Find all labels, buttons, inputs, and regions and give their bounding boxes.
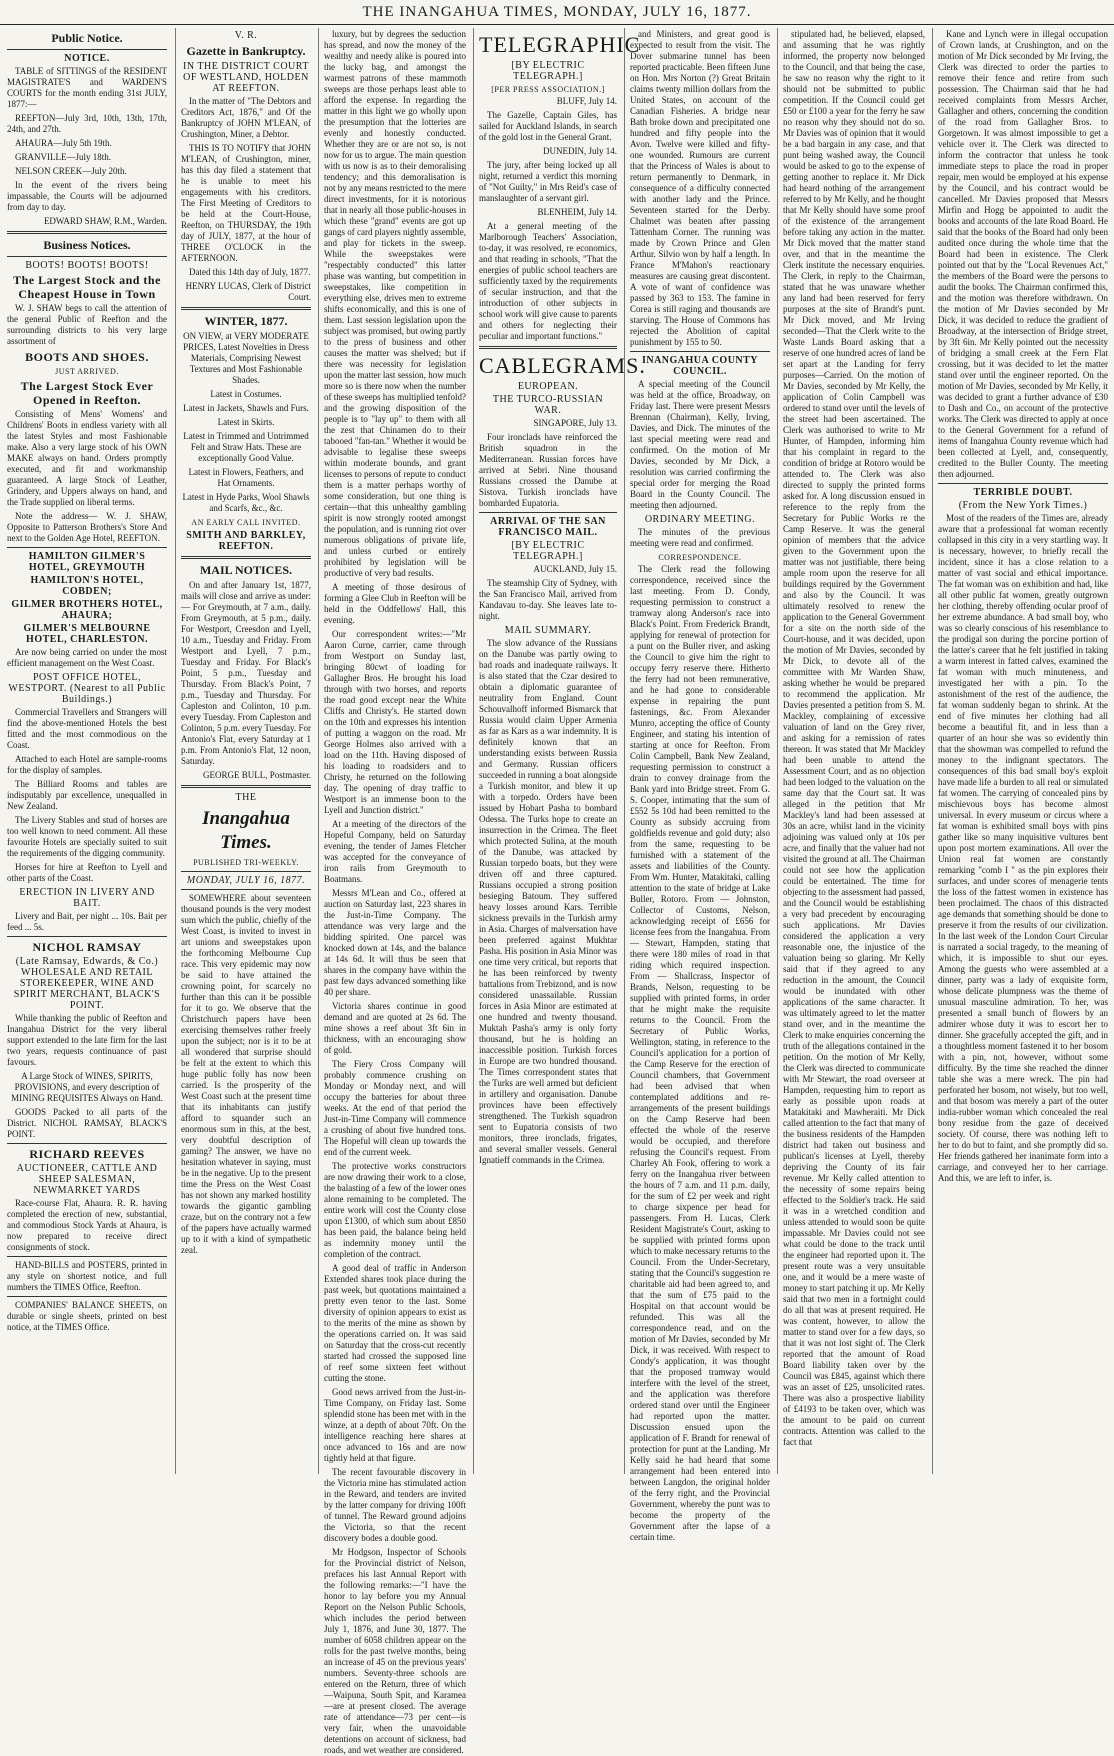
column-5: [624, 28, 775, 1542]
sitting-item: AHAURA—July 5th 19th.: [15, 138, 112, 148]
article-paragraph: Messrs M'Lean and Co., offered at auction on Saturday last, 223 shares in the Just-in-Time Company. The attendance was very large and the bidding spirited. One parcel was knocked down at 14s, and the balance at 14s 6d. It will thus be seen that shares in the company have within the past few days advanced something like 40 per share.: [324, 888, 466, 997]
dateline-bluff: BLUFF, July 14.: [556, 96, 617, 106]
column-6: [777, 28, 930, 1474]
reeves-body: Race-course Flat, Ahaura. R. R. having completed the erection of new, substantial, and commodious Stock Yards at Ahaura, is now prepared to receive direct consignments of stock.: [7, 1198, 167, 1252]
consisting-text: Consisting of Mens' Womens' and Childrens' Boots in endless variety with all the latest Styles and most Fashionable make. Also a very large stock of his OWN MAKE always on hand. Orders promptly executed, and fit and workmanship guaranteed. A large Stock of Leather, Grindery, and Uppers always on hand, and the Trade supplied on liberal terms.: [7, 409, 167, 507]
firm-name: SMITH AND BARKLEY, REEFTON.: [186, 530, 306, 552]
mail-summary-text: The slow advance of the Russians on the Danube was partly owing to bad roads and inadequate railways. It is also stated that the Czar desired to obtain a diplomatic guarantee of neutrality from England. Count Schouvalhoff informed Bismarck that Russia would claim Upper Armenia as far as Kars as a war indemnity. It is definitely known that an understanding exists between Russia and Germany. Russian officers succeeded in running a boat alongside a Turkish monitor, and blew it up with a torpedo. Orders have been issued by Hobart Pasha to bombard Odessa. The Turks hope to create an insurrection in the Crimea. The fleet which protected Sulina, at the mouth of the Danube, was attacked by Russian torpedo boats, but they were driven off and three captured. Russians occupied a strong position besieging Batoum. They suffered heavy losses around Kars. Terrible sickness prevails in the Turkish army in Asia. Charges of malversation have been preferred against Mukhtar Pasha. His position in Asia Minor was one time very critical, but reports that he has been reinforced by twenty battalions from Trebizond, and is now considered unassailable. Russian forces in Asia Minor are estimated at one hundred and twenty thousand. Muktah Pasha's army is only forty thousand, but he is holding an inaccessible position. Turkish forces in Europe are two hundred thousand. The Times correspondent states that the Turks are well armed but deficient in artillery and organisation. Danube provinces have been effectively strengthened. The Turkish squadron sent to Eupatoria consists of two monitors, three ironclads, frigates, and several smaller vessels. General Ignatieff commands in the Crimea.: [479, 638, 617, 1165]
fashion-item: Latest in Costumes.: [210, 389, 282, 399]
column-1: [2, 28, 172, 1474]
nichol-body: While thanking the public of Reefton and Inangahua District for the very liberal support extended to the late firm for the last two years, requests continuance of past favours.: [7, 1013, 167, 1067]
paper-title: Inangahua Times.: [202, 808, 290, 853]
nichol-goods: GOODS Packed to all parts of the District. NICHOL RAMSAY, BLACK'S POINT.: [7, 1107, 167, 1139]
county-council-text: A special meeting of the Council was held at the office, Broadway, on Friday last. There were present Messrs Brennan (Chairman), Kelly, Irving, Davies, and Dick. The minutes of the last special meeting were read and confirmed. On the motion of Mr Davies, seconded by Mr Dick, a resolution was carried confirming the special order for merging the Road Board in the County Council. The meeting then adjourned.: [630, 379, 770, 510]
shaw-address: Note the address— W. J. SHAW, Opposite to Patterson Brothers's Store And next to the Golden Age Hotel, REEFTON.: [7, 511, 167, 543]
by-electric-telegraph: [BY ELECTRIC TELEGRAPH.]: [511, 60, 585, 82]
dateline-blenheim: BLENHEIM, July 14.: [537, 207, 617, 217]
article-paragraph: Good news arrived from the Just-in-Time Company, on Friday last. Some splendid stone has been met with in the winze, at a depth of about 70ft. On the intelligence reaching here shares at once advanced to 16s and are now tightly held at that figure.: [324, 1387, 466, 1463]
column-2: [175, 28, 316, 1474]
blenheim-text: At a general meeting of the Marlborough Teachers' Association, to-day, it was resolved, re economics, and that reading in schools, "That the energies of public school teachers are sufficiently taxed by the requirements of secular instruction, and that the introduction of other subjects in school work will give cause to parents and others for neglecting their peculiar and important functions.": [479, 221, 617, 341]
post-office-hotel: POST OFFICE HOTEL, WESTPORT. (Nearest to all Public Buildings.): [8, 672, 166, 705]
ordinary-meeting-heading: ORDINARY MEETING.: [644, 514, 756, 525]
mail-summary-heading: MAIL SUMMARY.: [504, 625, 592, 636]
nichol-text: (Late Ramsay, Edwards, & Co.) WHOLESALE AND RETAIL STOREKEEPER, WINE AND SPIRIT MERCHANT, BLACK'S POINT.: [13, 956, 161, 1011]
sitting-item: REEFTON—July 3rd, 10th, 13th, 17th, 24th, and 27th.: [7, 113, 167, 134]
notice-text: TABLE of SITTINGS of the RESIDENT MAGISTRATE'S and WARDEN'S COURTS for the month ending 31st JULY, 1877:—: [7, 66, 167, 109]
flood-text: In the event of the rivers being impassable, the Courts will be adjourned from day to day.: [7, 180, 167, 212]
boots-shoes: BOOTS AND SHOES.: [25, 350, 149, 364]
paper-the: THE: [235, 792, 257, 803]
auckland-text: The steamship City of Sydney, with the San Francisco Mail, arrived from Kandavau to-day. She leaves late to-night.: [479, 578, 617, 621]
business-notices-heading: Business Notices.: [43, 238, 131, 252]
sitting-item: GRANVILLE—July 18th.: [15, 152, 111, 162]
council-text: stipulated had, he believed, elapsed, and assuming that he was rightly informed, the property now belonged to the Council, and that being the case, he saw no reason why the right to it should not be submitted to public competition. If the Council could get £50 or £100 a year for the ferry he saw no reason why they should not do so. Mr Davies was of opinion that it would be a bad bargain in any case, and that punt being washed away, the Council would be asked to go to the expense of getting another to replace it. Mr Dick had heard nothing of the arrangement referred to by Mr Kelly, and he thought that Mr Kelly should have some proof of the existence of the arrangement before taking any action in the matter. Mr Dick moved that the matter stand over, and that in the meantime the Clerk institute the necessary enquiries. The Clerk, in reply to the Chairman, stated that he was unaware whether any land had been reserved for ferry purposes at the site of Brandt's punt. Mr Dick moved, and Mr Irving seconded—That the Clerk write to the Waste Lands Board asking that a reserve of one hundred acres of land be set apart at the Landing for ferry purposes—Carried. On the motion of Mr Davies, seconded by Mr Kelly, the application of Colin Campbell was ordered to stand over until the levels of the street had been ascertained. The Clerk was authorised to write to Mr Hunter, of Hampden, informing him that his complaint in regard to the condition of bridge at Rotoro would be attended to. The Clerk was also directed to supply the printed forms asked for. A long discussion ensued in reference to the reply from the Secretary for Public Works re the Camp Reserve. It was the general opinion of members that the advice given to the Government upon the matter was not justifiable, there being ample room upon the reserve for all buildings required by the Government and also by the Council. It was ultimately resolved to renew the application to the General Government for a site on the north side of the Court-house, and it was decided, upon the motion of Mr Davies, seconded by Mr Dick, to devote all of the committee with Mr Warden Shaw, asking whether he would be prepared to recommend the application. Mr Davies presented a petition from S. M. Mackley, complaining of excessive valuation of land on the Grey river, and asking for a remission of rates thereon. It was stated that Mr Mackley had been unable to attend the Assessment Court, and as no objection had been lodged to the valuation on the same day that the Court sat. It was alleged in the petition that Mr Mackley's land had been assessed at 30s an acre, whilst land in the vicinity adjoining was valued only at 10s per acre, and finally that the valuer had not visited the ground at all. The Chairman could not see how the application could be entertained. The time for objecting to the assessment had passed, and the Council would be establishing a very bad precedent by encouraging such applications. Mr Davies considered the application a very reasonable one, the injustice of the valuation being so glaring. Mr Kelly said that if they agreed to any reduction in the amount, the Council would be inundated with other applications of the same character. It was ultimately agreed to let the matter stand over, and in the meantime the Clerk to make enquiries concerning the truth of the allegations contained in the petition. On the motion of Mr Kelly, the Clerk was directed to communicate with Mr Stewart, the road overseer at Hampden, requesting him to report as early as possible upon roads at Matakitaki and Mawheraiti. Mr Dick called attention to the fact that many of the business residents of the Hampden district had taken out business and publican's licenses at Lyell, thereby depriving the County of its fair revenue. Mr Kelly called attention to the necessity of some repairs being effected to the Soldier's track. He said it was in a wretched condition and unless attended to would soon be quite impassable. Mr Davies could not see what could be done to the track until the engineer had reported upon it. The present route was a very unsuitable one, and it would be a mere waste of money to start patching it up. Mr Kelly said that two men in a fortnight could do all that was at present required. He was content, however, to allow the matter to stand over for a few days, so that it was not lost sight of. The Clerk reported that the amount of Road Board liability taken over by the Council was £845, against which there was an asset of £25, unsolicited rates. There was also a prospective liability of £4193 to be taken over, which was the amount to be paid on current contracts. Attention was called to the fact that: [783, 29, 925, 1447]
column-3: [318, 28, 471, 1755]
livery-rates: Livery and Bait, per night ... 10s. Bait per feed ... 5s.: [7, 911, 167, 932]
terrible-doubt-text: Most of the readers of the Times are, already aware that a professional fat woman recently collapsed in this city in a very startling way. It is necessary, however, to briefly recall the incident, since it has a close relation to a matter of vast social and ethical importance. The fat woman was on exhibition and had, like all other public fat women, greatly outgrown her clothing, thereby offending ocular proof of her extreme abundance. A bad small boy, who was so clearly conscious of his resemblance to the prodigal son during the porcine portion of the latter's career that he felt justified in taking a warm interest in fatted calves, examined the fat woman with much minuteness, and investigated her with a pin. To the astonishment of the rest of the audience, the fat woman suddenly began to shrink. At the end of five minutes her clothing had all become a beautiful fit, and in less than a quarter of an hour she was so evidently thin that the showman was compelled to refund the money to the indignant spectators. The consequences of this bad small boy's exploit have made life a burden to all real or simulated fat women. The carrying of concealed pins by mischievous boys has become almost universal. In every museum or circus where a fat woman is exhibited small boys with pins gather like so many inquisitive vultures bent upon post mortem examinations. All over the Union real fat women are constantly remarking "comb I " as the pin explores their surfaces, and under scores of menagerie tents the loss of the fattest women in existence has been proclaimed. The chaos of this distracted age demands that something should be done to preserve it from the results of our civilization. In the last week of the London Court Circular is narrated a social tragedy, to the meaning of which, it is impossible to shut our eyes. Among the guests who were assembled at a dinner, party was a lady of exquisite form, whose delicate plumpness was the theme of unusual masculine admiration. To her, was presented a small bunch of flowers by an admirer whose duty it was to escort her to dinner. She gracefully accepted the gift, and in a thoughtless moment fastened it to her bosom with a pin, not, however, without some difficulty. By the time she reached the dinner table she was a mere wreck. The pin had perforated her bosom, not wisely, but too well, and that bosom was merely a part of the outer india-rubber woman which concealed the real bony residue from the gaze of deceived society. Of course, there was nothing left to her to do but to faint, and she promptly did so. Her friends gathered her inanimate form into a carriage, and conveyed her to her carriage. And this, we are left to infer, is.: [938, 513, 1108, 1183]
column-7: [932, 28, 1113, 1474]
article-paragraph: At a meeting of the directors of the Hopeful Company, held on Saturday evening, the tender of James Fletcher was accepted for the conveyance of iron rails from Greymouth to Boatmans.: [324, 819, 466, 884]
article-paragraph: Mr Hodgson, Inspector of Schools for the Provincial district of Nelson, prefaces his last Annual Report with the following remarks:—"I have the honor to lay before you my Annual Report on the Nelson Public Schools, which includes the period between July 1, 1876, and June 30, 1877. The number of 6058 children appear on the rolls for the past twelve months, being an increase of 45 on the previous years' numbers. Seventy-three schools are entered on the Return, three of which—Waipuna, South Spit, and Karamea—are at present closed. The average rate of attendance—73 per cent—is very fair, when the unavoidable detentions on account of sickness, bad roads, and wet weather are considered.: [324, 1547, 466, 1755]
fashion-item: Latest in Trimmed and Untrimmed Felt and Straw Hats. These are exceptionally Good Value.: [183, 431, 309, 463]
by-electric-telegraph-2: [BY ELECTRIC TELEGRAPH.]: [511, 540, 585, 562]
sitting-item: NELSON CREEK—July 20th.: [15, 166, 127, 176]
arrival-heading: ARRIVAL OF THE SAN FRANCISCO MAIL.: [490, 516, 606, 538]
shaw-text: W. J. SHAW begs to call the attention of the general Public of Reefton and the surrounding districts to his very large assortment of: [7, 303, 167, 346]
ordinary-meeting-text: The minutes of the previous meeting were read and confirmed.: [630, 527, 770, 548]
cablegrams-heading: CABLEGRAMS.: [479, 353, 646, 378]
masthead: THE INANGAHUA TIMES, MONDAY, JULY 16, 1877.: [0, 0, 1114, 25]
fashion-item: Latest in Jackets, Shawls and Furs.: [183, 403, 309, 413]
horses-text: Horses for hire at Reefton to Lyell and other parts of the Coast.: [7, 862, 167, 883]
boots-line: BOOTS! BOOTS! BOOTS!: [25, 260, 149, 271]
reeves-heading: RICHARD REEVES: [29, 1147, 145, 1161]
bluff-text: The Gazelle, Captain Giles, has sailed for Auckland Islands, in search of the gold lost in the General Grant.: [479, 110, 617, 142]
county-council-heading: INANGAHUA COUNTY COUNCIL.: [641, 355, 759, 377]
largest-ever: The Largest Stock Ever Opened in Reefton.: [20, 379, 154, 407]
just-arrived: JUST ARRIVED.: [55, 367, 119, 376]
notice-signature: EDWARD SHAW, R.M., Warden.: [43, 216, 167, 226]
bankruptcy-notice: THIS IS TO NOTIFY that JOHN M'LEAN, of Crushington, miner, has this day filed a statement that he is unable to meet his engagements with his creditors. The First Meeting of Creditors to be held at the Court-House, Reefton, on THURSDAY, the 19th day of JULY, 1877, at the hour of THREE O'CLOCK in the AFTERNOON.: [181, 143, 311, 263]
article-paragraph: The protective works constructors are now drawing their work to a close, the balasting of a few of the lower ones alone remaining to be completed. The entire work will cost the County close upon £1300, of which sum about £850 has been paid, the balance being held as indemnity money until the completion of the contract.: [324, 1161, 466, 1259]
hotel-name: GILMER'S MELBOURNE HOTEL, CHARLESTON.: [23, 623, 151, 645]
column-4: [473, 28, 646, 1474]
article-paragraph: luxury, but by degrees the seduction has spread, and now the money of the wealthy and needy alike is poured into the lucky bag, and amongst the warmest patrons of these mammoth sweeps are those perhaps least able to afford the expense. In regarding the matter in this light we go wholly upon the presumption that the lotteries are evenly and honestly conducted. Whether they are or are not so, is not now for us to argue. The main question with us now is as to their demoralising tendency; and this demoralisation is not by any means restricted to the mere direct investments, for it is notorious that in nearly all those public-houses in which these "grand" events are got up gangs of card players nightly assemble, and play for tickets in the sweep. While the sweepstakes were "respectably conducted" this latter phase was wanting, but competition in sweepstakes, like competition in everything else, drives men to extreme shifts economically, and this is one of them. Last session legislation upon the subject was promised, but owing partly to the press of business and other causes the matter was shelved; but if there was necessity for legislation upon the matter last session, how much more so is there now when the number of these sweeps has multiplied tenfold? and the growing disposition of the people is to "lay up" to them with all the zest that Chinamen do to their tabooed "fan-tan." Whether it would be advisable to legalise these sweeps within moderate bounds, and grant licenses to persons of repute to conduct them is a matter perhaps worthy of some consideration, but one thing is certain—that this unhealthy gambling spirit is now strongly rooted amongst the population, and is running riot over numerous obligations of private life, and unless curbed or entirely prohibited by legislation will be productive of very bad results.: [324, 29, 466, 578]
reeves-text: AUCTIONEER, CATTLE AND SHEEP SALESMAN, NEWMARKET YARDS: [16, 1163, 158, 1196]
council-text-cont: Kane and Lynch were in illegal occupation of Crown lands, at Crushington, and on the motion of Mr Dick seconded by Mr Irving, the Clerk was directed to order the parties to remove their fence and retire from such possession. The Chairman said that he had received complaints from Messrs Archer, Gallagher and others, concerning the condition of the road from Gallagher Bros. to Gorgetown. It was almost impossible to get a vehicle over it. The Clerk was directed to inform the contractor that unless he took immediate steps to place the road in proper repair, men would be employed at his expense by the Council, and his contract would be cancelled. Mr Davies proposed that Messrs Mirfin and Hogg be appointed to audit the books and accounts of the late Road Board. He said that the books of the Board had only been audited once during the whole time that the Board had been in existence. The Clerk pointed out that by the "Local Revenues Act," the members of the Board were the persons to audit the books. The Chairman confirmed this, and the motion was therefore withdrawn. On the motion of Mr Davies seconded by Mr Dick, it was decided to reduce the gradient of Broadway, at the intersection of Bridge street, by 3ft 6in. Mr Kelly pointed out the necessity of bridging a small creek at the Fern Flat crossing, but it was decided to let the matter stand over until the engineer reported. On the motion of Mr Davies, seconded by Mr Kelly, it was decided to grant a further advance of £30 to Dash and Co., on account of the protective works. The Clerk was directed to apply at once to the General Government for a refund of items of Inangahua County revenue which had been collected at Lyell, and, consequently, credited to the Buller County. The meeting then adjourned.: [938, 29, 1108, 479]
published-line: PUBLISHED TRI-WEEKLY.: [193, 858, 299, 867]
source-line: (From the New York Times.): [958, 500, 1088, 511]
hotel-name: HAMILTON GILMER'S HOTEL, GREYMOUTH: [28, 551, 146, 573]
press-association: [PER PRESS ASSOCIATION.]: [491, 85, 605, 94]
correspondence-text: The Clerk read the following correspondence, received since the last meeting. From D. Condy, requesting permission to construct a tramway along Anderson's race into Black's Point. From Frederick Brandt, applying for renewal of protection for a punt on the Buller river, and asking the Council to give him the right to occupy ferry reserve there. Hitherto the ferry had not been remunerative, and he had gone to considerable expense in repairing the punt fastenings, &c. From Alexander Munro, accepting the office of County Engineer, and stating his intention of starting at once for Reefton. From Colin Campbell, Bank New Zealand, requesting permission to construct a drain to convey drainage from the Bank yard into Bridge street. From G. S. Cooper, intimating that the sum of £552 5s 10d had been remitted to the County as subsidy accruing from goldfields revenue and gold duty; also from the same, requesting to be furnished with a statement of the assets and liabilities of the County. From Wm. Hunter, Matakitaki, calling attention to the state of bridge at Lake Buller, Rotoro. From — Johnston, Collector of Customs, Nelson, acknowledging receipt of £656 for license fees from the Inangahua. From — Stewart, Hampden, stating that there were 180 miles of road in that riding which required inspection. From — Shallcrass, Inspector of Brands, Nelson, requesting to be supplied with printed forms, in order that he might make the requisite returns to the Council. From the Secretary of Public Works, Wellington, stating, in reference to the Council's application for a portion of the Camp Reserve for the erection of Council chambers, that Government had been advised that when contemplated additions and re-arrangements of the present buildings on the Camp Reserve had been effected the whole of the reserve would be occupied, and therefore refusing the Council's request. From Charley Ah Fook, offering to work a ferry on the Inangahua river between the hours of 7 a.m. and 11 p.m. daily, for the sum of £2 per week and right to charge sixpence per head for passengers. From H. Lucas, Clerk Resident Magistrate's Court, asking to be supplied with printed forms upon which to make necessary returns to the Council. From the Under-Secretary, stating that the Council's suggestion re charitable aid had been agreed to, and that the sum of £75 paid to the Hospital on that account would be refunded. This was all the correspondence read, and on the motion of Mr Davies, seconded by Mr Dick, it was received. With respect to Condy's application, it was thought that the proposed tramway would interfere with the level of the street, and the application was therefore ordered stand over until the Engineer had reported upon the matter. Discussion ensued upon the application of F. Brandt for renewal of protection for punt at the Landing. Mr Kelly said he had heard that some arrangement had been entered into between Langdon, the original holder of the ferry right, and the Provincial Government, whereby the punt was to become the property of the Government after the lapse of a certain time.: [630, 564, 770, 1542]
notice-dated: Dated this 14th day of July, 1877.: [189, 267, 311, 277]
article-paragraph: A good deal of traffic in Anderson Extended shares took place during the past week, but quotations maintained a pretty even tenor to the last. Some diversity of opinion appears to exist as to the merits of the mine as shown by the operations carried on. It was said on Saturday that the cross-cut recently started had crossed the supposed line of reef some sixteen feet without cutting the stone.: [324, 1263, 466, 1383]
article-paragraph: The recent favourable discovery in the Victoria mine has stimulated action in the Reward, and tenders are invited by the latter company for driving 100ft of tunnel. The Reward ground adjoins the Victoria, so that the recent discovery bodes a double good.: [324, 1467, 466, 1543]
article-paragraph: Victoria shares continue in good demand and are quoted at 2s 6d. The mine shows a reef about 3ft 6in in thickness, with an encouraging show of gold.: [324, 1001, 466, 1055]
handbills-ad: HAND-BILLS and POSTERS, printed in any style on shortest notice, and full numbers the TIMES Office, Reefton.: [7, 1260, 167, 1292]
fashion-item: Latest in Skirts.: [217, 417, 275, 427]
terrible-doubt-heading: TERRIBLE DOUBT.: [973, 487, 1073, 498]
notice-title: NOTICE.: [64, 53, 110, 64]
european-heading: EUROPEAN.: [517, 381, 579, 392]
singapore-text: Four ironclads have reinforced the British squadron in the Mediterranean. Russian forces have arrived at Sebri. Nine thousand Russians crossed the Danube at Sistova. Turkish ironclads have bombarded Eupatoria.: [479, 432, 617, 508]
sample-rooms-text: Attached to each Hotel are sample-rooms for the display of samples.: [7, 754, 167, 775]
postmaster-signature: GEORGE BULL, Postmaster.: [203, 770, 311, 780]
public-notice-heading: Public Notice.: [51, 31, 123, 45]
correspondence-heading: CORRESPONDENCE.: [658, 553, 742, 562]
clerk-signature: HENRY LUCAS, Clerk of District Court.: [185, 281, 311, 302]
livery-bait: ERECTION IN LIVERY AND BAIT.: [19, 887, 155, 909]
dateline-auckland: AUCKLAND, July 15.: [533, 564, 617, 574]
article-paragraph: The Fiery Cross Company will probably commence crushing on Monday or Monday next, and will occupy the batteries for about three weeks. At the end of that period the Just-in-Time Company will commence a crushing of about five hundred tons. The Hopeful will clean up towards the end of the current week.: [324, 1059, 466, 1157]
nichol-stock: A Large Stock of WINES, SPIRITS, PROVISIONS, and every description of MINING REQUISITES Always on Hand.: [11, 1071, 163, 1103]
livery-text: The Livery Stables and stud of horses are too well known to need comment. All these favourite Hotels are specially suited to suit the requirements of the digging community.: [7, 815, 167, 858]
travellers-text: Commercial Travellers and Strangers will find the above-mentioned Hotels the best fitted and the most commodious on the Coast.: [7, 707, 167, 750]
mail-text: On and after January 1st, 1877, mails will close and arrive as under:— For Greymouth, at 7 a.m., daily. From Greymouth, at 5 p.m., daily. For Westport, Creesdon and Lyell, 10 a.m., Tuesday and Friday. From Westport and Lyell, 7 p.m., Tuesday and Friday. For Black's Point, 5 p.m., Tuesday and Thursday. From Black's Point, 7 p.m., Tuesday and Thursday. For Capleston and Colinton, 10 p.m. every Tuesday. From Capleston and Colinton, 5 p.m. every Tuesday. For Antonio's Flat, every Saturday at 1 p.m. From Antonio's Flat, 12 noon, Saturday.: [181, 580, 311, 766]
hotels-text: Are now being carried on under the most efficient management on the West Coast.: [7, 647, 167, 668]
dateline: MONDAY, JULY 16, 1877.: [186, 875, 306, 886]
mail-notices-heading: MAIL NOTICES.: [199, 563, 293, 577]
hotel-name: HAMILTON'S HOTEL, COBDEN;: [30, 575, 144, 597]
dunedin-text: The jury, after being locked up all night, returned a verdict this morning of "Not Guilty," in Mrs Reid's case of manslaughter of a servant girl.: [479, 160, 617, 203]
bankruptcy-matter: In the matter of "The Debtors and Creditors Act, 1876," and Of the Bankruptcy of JOHN M'LEAN, of Crushington, Miner, a Debtor.: [181, 96, 311, 139]
fashion-item: Latest in Flowers, Feathers, and Hat Ornaments.: [188, 467, 304, 488]
on-view-text: ON VIEW, at VERY MODERATE PRICES, Latest Novelties in Dress Materials, Comprising Newest Textures and Most Fashionable Shades.: [183, 331, 309, 385]
telegraphic-heading: TELEGRAPHIC: [479, 32, 641, 57]
gazette-vr: V. R.: [234, 30, 258, 41]
early-call: AN EARLY CALL INVITED.: [191, 518, 301, 527]
nichol-heading: NICHOL RAMSAY: [32, 940, 142, 954]
billiard-text: The Billiard Rooms and tables are indisputably par excellence, unequalled in New Zealand.: [7, 779, 167, 811]
balance-sheets-ad: COMPANIES' BALANCE SHEETS, on durable or single sheets, printed on best notice, at the TIMES Office.: [7, 1300, 167, 1332]
leader-article: SOMEWHERE about seventeen thousand pounds is the very modest sum which the public, chiefly of the West Coast, is invited to invest in art unions and sweepstakes upon the forthcoming Melbourne Cup race. This very epidemic may now be said to have attained the crowning point, for scarcely no further than this can it be possible for it to go. We observe that the Christchurch papers have been exercising themselves rather freely upon the subject; nor is it to be at all wondered that surprise should be felt at the extent to which this huge public folly has now been carried. Is the prosperity of the West Coast such at the present time that its inhabitants can justify afford to squander such an enormous sum in this, at the best, very doubtful description of gaming? The answer, we have no hesitation whatever in saying, must be in the negative. Up to the present time the Press on the West Coast has not shown any marked hostility towards the gigantic gambling craze, but on the contrary not a few of the papers have actually warmed up to it with a kind of sympathetic zeal.: [181, 893, 311, 1255]
news-text: and Ministers, and great good is expected to result from the visit. The Dover submarine tunnel has been reported practicable. Been fifteen June on Hon. Mrs Norton (?) Great Britain claims twenty million dollars from the United States, on account of the Canadian Fisheries. A bridge near Bath broke down and precipitated one hundred and fifty people into the Avon. Twelve were killed and fifty-one wounded. Rumours are current that the Princess of Wales is about to return permanently to Denmark, in consequence of a difficulty connected with another lady and the Prince. Seventeen started for the Derby. Chalmet was beaten after passing Tattenham Corner. The running was made by Crown Prince and Glen Arthur. Silvio won by half a length. In France M'Mahon's reactionary measures are causing great discontent. A vote of want of confidence was passed by 363 to 153. The famine in Corea is still raging and thousands are starving. The House of Commons has rejected the Abolition of capital punishment by 155 to 50.: [630, 29, 770, 347]
largest-stock: The Largest Stock and the Cheapest House in Town: [13, 273, 161, 301]
fashion-item: Latest in Hyde Parks, Wool Shawls and Scarfs, &c., &c.: [182, 492, 310, 513]
winter-heading: WINTER, 1877.: [204, 314, 288, 328]
court-heading: IN THE DISTRICT COURT OF WESTLAND, HOLDEN AT REEFTON.: [183, 61, 309, 94]
article-paragraph: A meeting of those desirous of forming a Glee Club in Reefton will be held in the Oddfellows' Hall, this evening.: [324, 582, 466, 625]
article-paragraph: Our correspondent writes:—"Mr Aaron Curne, carrier, came through from Westport on Sunday last, bringing 80cwt of loading for Gallagher Bros. He brought his load through with two horses, and reports the road good except near the White Cliffs and Christy's. He started down on the 10th and expresses his intention of putting a waggon on the road. Mr George Holmes also arrived with a load on the 11th. Having disposed of his loading to roadsiders and to Christy, he returned on the following day. The opening of dray traffic to Westport is an immense boon to the Lyell and Junction district.": [324, 629, 466, 815]
gazette-heading: Gazette in Bankruptcy.: [186, 44, 306, 58]
dateline-singapore: SINGAPORE, July 13.: [533, 418, 617, 428]
hotel-name: GILMER BROTHERS HOTEL, AHAURA;: [11, 599, 163, 621]
turco-russian-heading: THE TURCO-RUSSIAN WAR.: [492, 394, 604, 416]
dateline-dunedin: DUNEDIN, July 14.: [543, 146, 617, 156]
